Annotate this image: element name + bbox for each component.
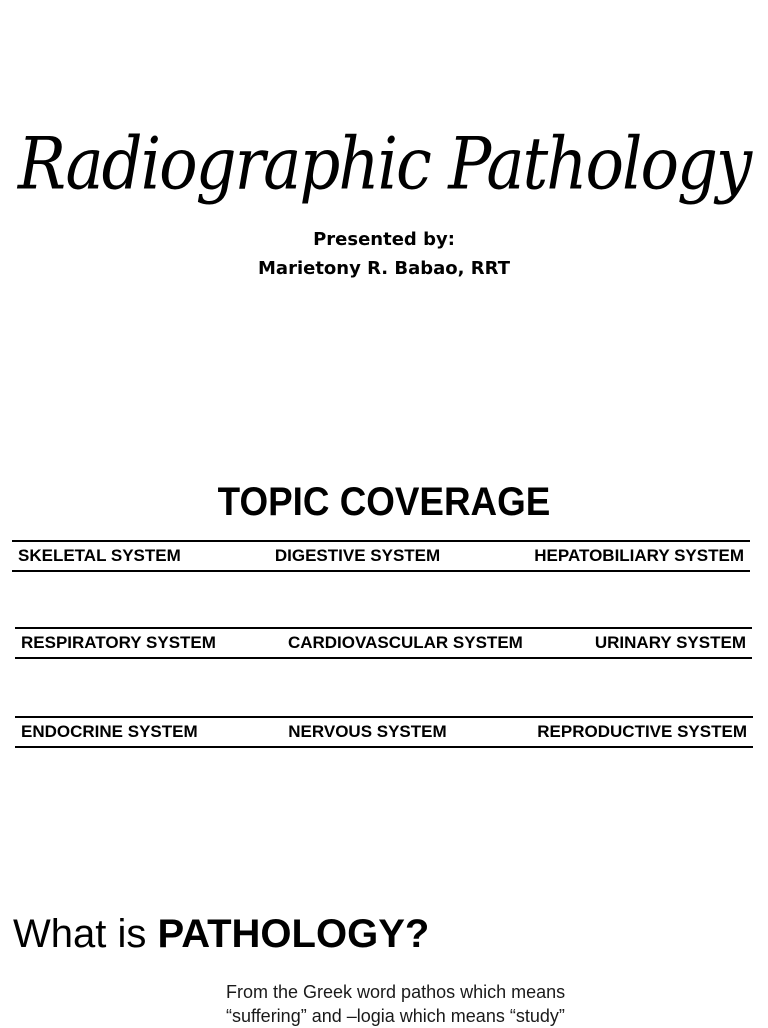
topic-item: URINARY SYSTEM xyxy=(594,633,746,652)
definition-line-1: From the Greek word pathos which means xyxy=(226,982,566,1002)
topic-item: ENDOCRINE SYSTEM xyxy=(21,722,198,741)
topic-item: SKELETAL SYSTEM xyxy=(18,546,181,565)
topic-row xyxy=(15,716,753,748)
topic-item: HEPATOBILIARY SYSTEM xyxy=(534,546,744,565)
what-is-pathology-heading xyxy=(13,912,429,957)
topic-item: REPRODUCTIVE SYSTEM xyxy=(537,722,747,741)
topic-item: RESPIRATORY SYSTEM xyxy=(21,633,216,652)
topic-item: CARDIOVASCULAR SYSTEM xyxy=(287,633,523,652)
presentation-title: Radiographic Pathology xyxy=(17,123,751,207)
heading-bold: PATHOLOGY? xyxy=(157,912,430,956)
topic-row xyxy=(15,627,752,659)
topic-item: NERVOUS SYSTEM xyxy=(288,722,447,741)
heading-prefix: What is xyxy=(13,912,158,956)
presented-by-label: Presented by: xyxy=(313,229,455,250)
topic-item: DIGESTIVE SYSTEM xyxy=(274,546,441,565)
definition-line-2: “suffering” and –logia which means “study” xyxy=(226,1006,565,1026)
presenter-name: Marietony R. Babao, RRT xyxy=(258,258,510,279)
pathology-definition xyxy=(226,980,565,1028)
topic-coverage-heading: TOPIC COVERAGE xyxy=(217,480,551,524)
topic-row xyxy=(12,540,750,572)
